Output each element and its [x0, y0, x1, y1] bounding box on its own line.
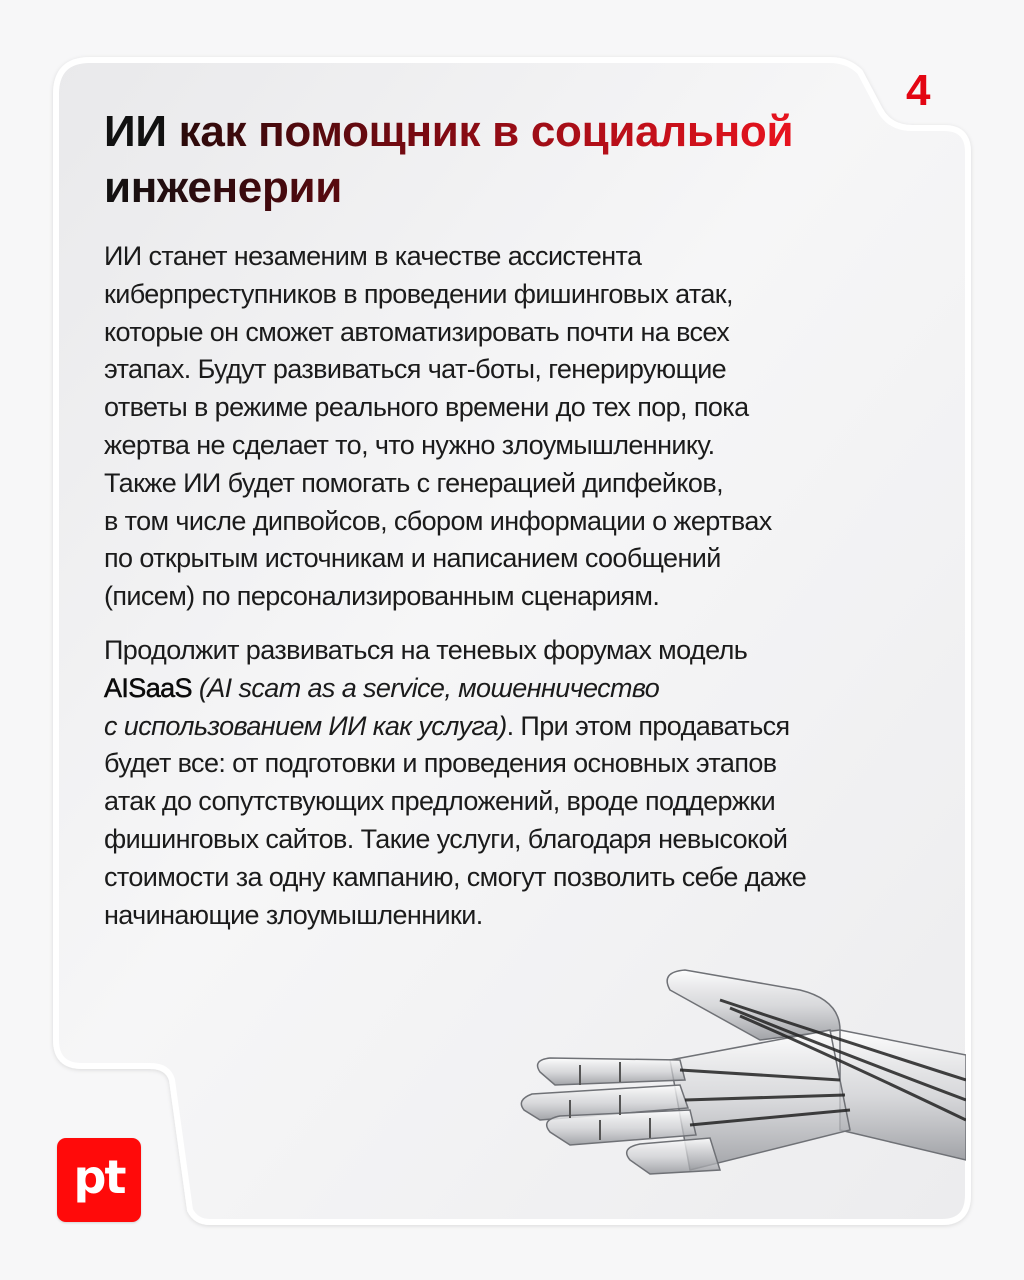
page-title [104, 104, 864, 216]
text-line: Продолжит развиваться на теневых форумах модель [104, 635, 748, 665]
title-part-assistant: как помощник в социальной [178, 107, 794, 156]
pt-logo [57, 1138, 141, 1222]
page-number: 4 [906, 66, 931, 115]
logo-text: pt [73, 1150, 125, 1204]
text-line: ответы в режиме реального времени до тех пор, пока [104, 392, 749, 423]
text-line [104, 670, 944, 708]
text-line: атак до сопутствующих предложений, вроде поддержки [104, 786, 776, 817]
text-fragment: . При этом продаваться [506, 710, 790, 741]
text-line: начинающие злоумышленники. [104, 899, 483, 930]
title-part-ai: ИИ [104, 107, 167, 156]
robotic-hand-illustration [510, 960, 966, 1180]
term-definition: (AI scam as a service, мошенничество [191, 672, 660, 703]
paragraph-aisaas [104, 632, 944, 934]
title-part-engineering: инженерии [104, 163, 343, 212]
text-line: киберпреступников в проведении фишинговых атак, [104, 278, 733, 309]
paragraph-ai-assistant [104, 238, 944, 616]
text-line: Также ИИ будет помогать с генерацией дипфейков, [104, 467, 723, 498]
text-line [104, 708, 944, 746]
text-line: (писем) по персонализированным сценариям. [104, 581, 660, 612]
text-line: которые он сможет автоматизировать почти на всех [104, 316, 730, 347]
text-line: этапах. Будут развиваться чат-боты, генерирующие [104, 354, 727, 385]
text-line: фишинговых сайтов. Такие услуги, благодаря невысокой [104, 823, 788, 854]
text-line: по открытым источникам и написанием сообщений [104, 543, 721, 574]
text-line: жертва не сделает то, что нужно злоумышленнику. [104, 429, 715, 460]
text-line: стоимости за одну кампанию, смогут позволить себе даже [104, 861, 807, 892]
text-line: будет все: от подготовки и проведения основных этапов [104, 748, 777, 779]
term-aisaas: AISaaS [104, 672, 192, 703]
text-line: в том числе дипвойсов, сбором информации о жертвах [104, 505, 772, 536]
text-line: ИИ станет незаменим в качестве ассистента [104, 241, 642, 271]
term-definition-cont: с использованием ИИ как услуга) [104, 710, 507, 741]
